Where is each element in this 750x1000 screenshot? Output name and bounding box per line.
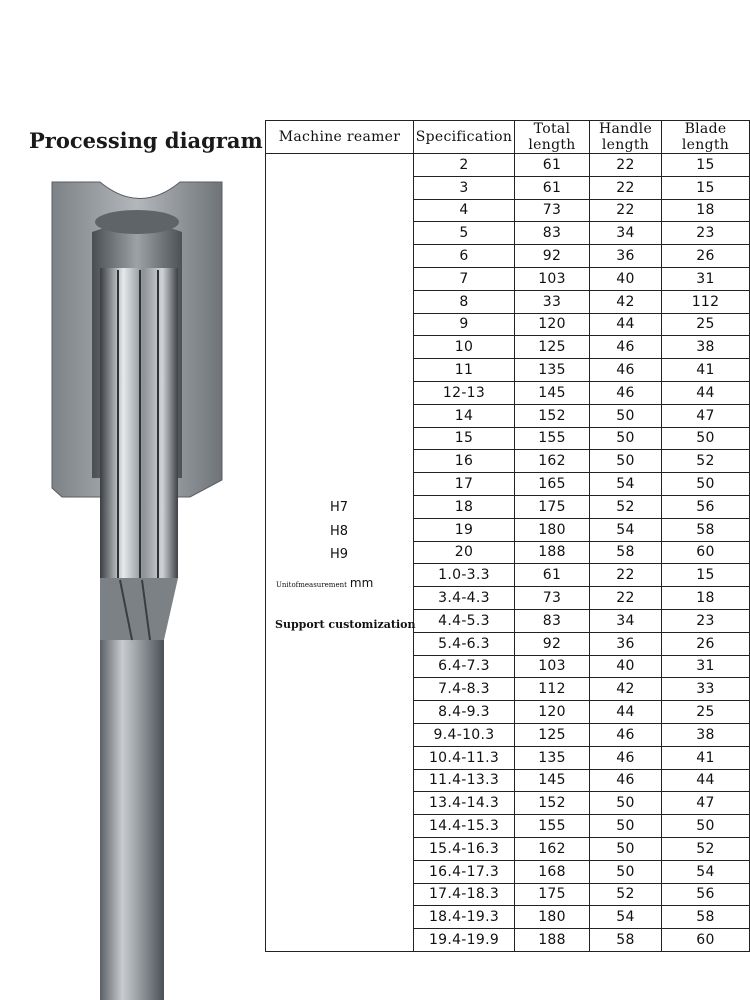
handle-length-cell: 58 [590, 929, 662, 952]
blade-length-cell: 41 [662, 359, 750, 382]
spec-cell: 17.4-18.3 [414, 883, 515, 906]
table-header-row [266, 121, 750, 154]
spec-cell: 11 [414, 359, 515, 382]
blade-length-cell: 38 [662, 723, 750, 746]
total-length-cell: 120 [515, 701, 590, 724]
total-length-cell: 61 [515, 154, 590, 177]
spec-cell: 19.4-19.9 [414, 929, 515, 952]
blade-length-cell: 41 [662, 746, 750, 769]
handle-length-cell: 40 [590, 267, 662, 290]
total-length-cell: 162 [515, 837, 590, 860]
handle-length-cell: 54 [590, 518, 662, 541]
handle-length-cell: 46 [590, 746, 662, 769]
total-length-cell: 61 [515, 176, 590, 199]
header-handle-length: Handle length [590, 121, 662, 154]
tolerance-h7: H7 [330, 500, 349, 515]
blade-length-cell: 52 [662, 450, 750, 473]
handle-length-cell: 46 [590, 769, 662, 792]
support-customization: Support customization [275, 618, 416, 631]
blade-length-cell: 38 [662, 336, 750, 359]
handle-length-cell: 44 [590, 701, 662, 724]
total-length-cell: 180 [515, 518, 590, 541]
spec-cell: 7.4-8.3 [414, 678, 515, 701]
total-length-cell: 188 [515, 541, 590, 564]
total-length-cell: 155 [515, 815, 590, 838]
blade-length-cell: 47 [662, 792, 750, 815]
handle-length-cell: 34 [590, 222, 662, 245]
blade-length-cell: 112 [662, 290, 750, 313]
blade-length-cell: 56 [662, 495, 750, 518]
header-total-length: Total length [515, 121, 590, 154]
total-length-cell: 155 [515, 427, 590, 450]
spec-cell: 8 [414, 290, 515, 313]
tolerance-h9: H9 [330, 547, 349, 562]
handle-length-cell: 46 [590, 381, 662, 404]
spec-cell: 10.4-11.3 [414, 746, 515, 769]
blade-length-cell: 15 [662, 176, 750, 199]
spec-cell: 13.4-14.3 [414, 792, 515, 815]
blade-length-cell: 56 [662, 883, 750, 906]
spec-cell: 18 [414, 495, 515, 518]
total-length-cell: 73 [515, 587, 590, 610]
blade-length-cell: 50 [662, 427, 750, 450]
blade-length-cell: 31 [662, 655, 750, 678]
handle-length-cell: 22 [590, 587, 662, 610]
total-length-cell: 135 [515, 746, 590, 769]
spec-cell: 14.4-15.3 [414, 815, 515, 838]
spec-cell: 11.4-13.3 [414, 769, 515, 792]
table-row [266, 154, 750, 177]
total-length-cell: 120 [515, 313, 590, 336]
handle-length-cell: 46 [590, 336, 662, 359]
handle-length-cell: 50 [590, 404, 662, 427]
handle-length-cell: 50 [590, 815, 662, 838]
spec-cell: 6 [414, 245, 515, 268]
spec-cell: 14 [414, 404, 515, 427]
total-length-cell: 145 [515, 381, 590, 404]
unit-label: Unitofmeasurement [276, 581, 347, 589]
blade-length-cell: 50 [662, 815, 750, 838]
page-title: Processing diagram [29, 128, 263, 153]
total-length-cell: 73 [515, 199, 590, 222]
handle-length-cell: 22 [590, 154, 662, 177]
spec-cell: 12-13 [414, 381, 515, 404]
blade-length-cell: 44 [662, 769, 750, 792]
handle-length-cell: 34 [590, 609, 662, 632]
spec-cell: 20 [414, 541, 515, 564]
handle-length-cell: 46 [590, 359, 662, 382]
blade-length-cell: 50 [662, 473, 750, 496]
blade-length-cell: 23 [662, 222, 750, 245]
spec-cell: 16 [414, 450, 515, 473]
total-length-cell: 112 [515, 678, 590, 701]
handle-length-cell: 58 [590, 541, 662, 564]
unit-of-measurement [276, 572, 373, 591]
spec-cell: 7 [414, 267, 515, 290]
header-specification: Specification [414, 121, 515, 154]
blade-length-cell: 52 [662, 837, 750, 860]
reamer-illustration [0, 0, 260, 1000]
total-length-cell: 92 [515, 632, 590, 655]
handle-length-cell: 50 [590, 860, 662, 883]
total-length-cell: 125 [515, 723, 590, 746]
handle-length-cell: 22 [590, 176, 662, 199]
spec-cell: 2 [414, 154, 515, 177]
handle-length-cell: 42 [590, 290, 662, 313]
total-length-cell: 83 [515, 609, 590, 632]
blade-length-cell: 58 [662, 906, 750, 929]
header-blade-length: Blade length [662, 121, 750, 154]
total-length-cell: 175 [515, 883, 590, 906]
blade-length-cell: 25 [662, 701, 750, 724]
handle-length-cell: 50 [590, 792, 662, 815]
handle-length-cell: 22 [590, 199, 662, 222]
total-length-cell: 83 [515, 222, 590, 245]
handle-length-cell: 36 [590, 245, 662, 268]
handle-length-cell: 46 [590, 723, 662, 746]
blade-length-cell: 26 [662, 632, 750, 655]
total-length-cell: 168 [515, 860, 590, 883]
handle-length-cell: 44 [590, 313, 662, 336]
handle-length-cell: 40 [590, 655, 662, 678]
handle-length-cell: 54 [590, 906, 662, 929]
spec-cell: 4 [414, 199, 515, 222]
blade-length-cell: 18 [662, 199, 750, 222]
spec-cell: 5.4-6.3 [414, 632, 515, 655]
spec-cell: 18.4-19.3 [414, 906, 515, 929]
blade-length-cell: 23 [662, 609, 750, 632]
blade-length-cell: 26 [662, 245, 750, 268]
blade-length-cell: 15 [662, 154, 750, 177]
spec-cell: 6.4-7.3 [414, 655, 515, 678]
handle-length-cell: 50 [590, 450, 662, 473]
total-length-cell: 135 [515, 359, 590, 382]
blade-length-cell: 33 [662, 678, 750, 701]
header-machine-reamer: Machine reamer [266, 121, 414, 154]
total-length-cell: 188 [515, 929, 590, 952]
total-length-cell: 103 [515, 655, 590, 678]
blade-length-cell: 58 [662, 518, 750, 541]
unit-value: mm [349, 576, 374, 590]
spec-cell: 5 [414, 222, 515, 245]
spec-cell: 9 [414, 313, 515, 336]
spec-cell: 1.0-3.3 [414, 564, 515, 587]
blade-length-cell: 18 [662, 587, 750, 610]
spec-cell: 9.4-10.3 [414, 723, 515, 746]
total-length-cell: 61 [515, 564, 590, 587]
spec-cell: 8.4-9.3 [414, 701, 515, 724]
spec-cell: 3.4-4.3 [414, 587, 515, 610]
spec-cell: 16.4-17.3 [414, 860, 515, 883]
total-length-cell: 165 [515, 473, 590, 496]
handle-length-cell: 36 [590, 632, 662, 655]
total-length-cell: 180 [515, 906, 590, 929]
total-length-cell: 162 [515, 450, 590, 473]
total-length-cell: 175 [515, 495, 590, 518]
blade-length-cell: 60 [662, 929, 750, 952]
spec-cell: 17 [414, 473, 515, 496]
blade-length-cell: 31 [662, 267, 750, 290]
blade-length-cell: 60 [662, 541, 750, 564]
tolerance-h8: H8 [330, 524, 349, 539]
blade-length-cell: 54 [662, 860, 750, 883]
spec-cell: 19 [414, 518, 515, 541]
spec-cell: 15 [414, 427, 515, 450]
total-length-cell: 33 [515, 290, 590, 313]
total-length-cell: 152 [515, 792, 590, 815]
total-length-cell: 152 [515, 404, 590, 427]
spec-cell: 3 [414, 176, 515, 199]
handle-length-cell: 54 [590, 473, 662, 496]
handle-length-cell: 50 [590, 837, 662, 860]
total-length-cell: 92 [515, 245, 590, 268]
handle-length-cell: 22 [590, 564, 662, 587]
blade-length-cell: 47 [662, 404, 750, 427]
spec-cell: 10 [414, 336, 515, 359]
handle-length-cell: 42 [590, 678, 662, 701]
blade-length-cell: 15 [662, 564, 750, 587]
handle-length-cell: 52 [590, 495, 662, 518]
total-length-cell: 125 [515, 336, 590, 359]
blade-length-cell: 25 [662, 313, 750, 336]
handle-length-cell: 50 [590, 427, 662, 450]
total-length-cell: 145 [515, 769, 590, 792]
total-length-cell: 103 [515, 267, 590, 290]
blade-length-cell: 44 [662, 381, 750, 404]
spec-cell: 4.4-5.3 [414, 609, 515, 632]
handle-length-cell: 52 [590, 883, 662, 906]
spec-cell: 15.4-16.3 [414, 837, 515, 860]
